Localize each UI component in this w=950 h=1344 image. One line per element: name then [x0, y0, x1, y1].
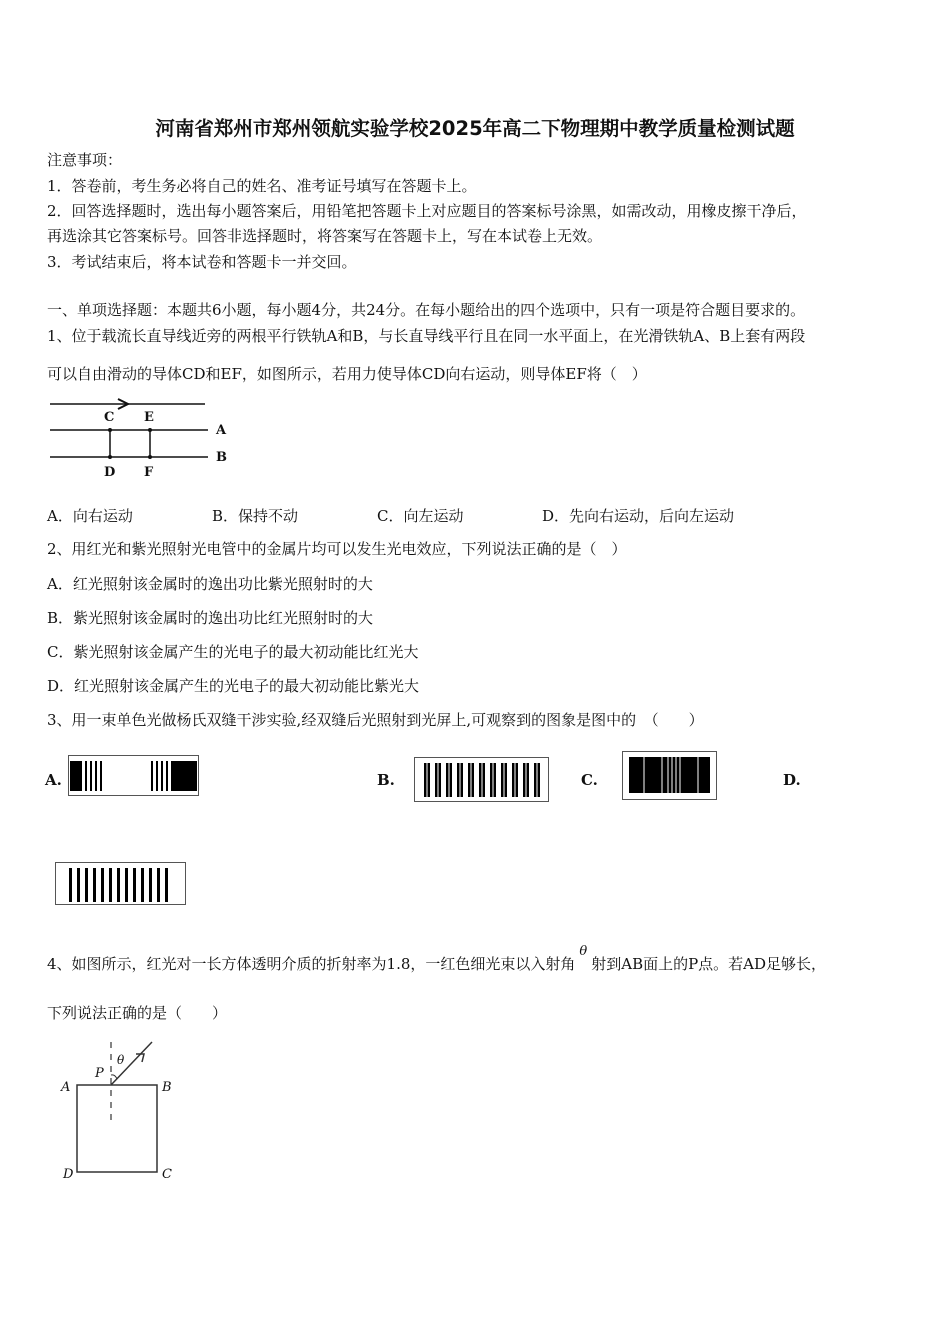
fringe-pattern-c: [622, 751, 718, 801]
q4-stem-a: 4、如图所示，红光对一长方体透明介质的折射率为1.8，一红色细光束以入射角: [47, 955, 576, 973]
q1-option-d[interactable]: D．先向右运动，后向左运动: [542, 507, 735, 525]
q1-option-b[interactable]: B．保持不动: [212, 507, 299, 525]
label-d: D: [63, 1167, 74, 1182]
q1-stem-cont: 可以自由滑动的导体CD和EF，如图所示，若用力使导体CD向右运动，则导体EF将（ ）: [47, 365, 647, 383]
label-f: F: [144, 465, 154, 480]
page-title: 河南省郑州市郑州领航实验学校2025年高二下物理期中教学质量检测试题: [155, 117, 795, 140]
section-heading: 一、单项选择题：本题共6小题，每小题4分，共24分。在每小题给出的四个选项中，只有一项是符合题目要求的。: [47, 301, 806, 319]
fringe-pattern-b: [414, 757, 550, 803]
q3-label-b[interactable]: B.: [377, 771, 395, 789]
label-theta: θ: [117, 1053, 125, 1067]
q4-stem-b: 射到AB面上的P点。若AD足够长，: [591, 955, 827, 973]
label-p: P: [95, 1066, 104, 1081]
q2-option-b[interactable]: B．紫光照射该金属时的逸出功比红光照射时的大: [47, 609, 374, 627]
label-c: C: [162, 1167, 172, 1182]
q1-stem: 1、位于载流长直导线近旁的两根平行铁轨A和B，与长直导线平行且在同一水平面上，在光滑铁轨A、B上套有两段: [47, 327, 806, 345]
label-c: C: [104, 410, 115, 425]
q2-option-a[interactable]: A．红光照射该金属时的逸出功比紫光照射时的大: [47, 575, 373, 593]
label-d: D: [104, 465, 116, 480]
label-b: B: [162, 1080, 172, 1095]
q2-option-d[interactable]: D．红光照射该金属产生的光电子的最大初动能比紫光大: [47, 677, 420, 695]
q2-stem: 2、用红光和紫光照射光电管中的金属片均可以发生光电效应，下列说法正确的是（ ）: [47, 540, 627, 558]
q1-option-a[interactable]: A．向右运动: [47, 507, 133, 525]
notes-heading: 注意事项：: [47, 151, 123, 169]
note-item: 1．答卷前，考生务必将自己的姓名、准考证号填写在答题卡上。: [47, 177, 477, 195]
q1-option-c[interactable]: C．向左运动: [377, 507, 464, 525]
fringe-pattern-d: [55, 862, 187, 906]
note-item: 再选涂其它答案标号。回答非选择题时，将答案写在答题卡上，写在本试卷上无效。: [47, 227, 603, 245]
q3-stem: 3、用一束单色光做杨氏双缝干涉实验,经双缝后光照射到光屏上,可观察到的图象是图中的 （ ）: [47, 711, 704, 729]
q3-label-d[interactable]: D.: [783, 771, 801, 789]
label-a: A: [216, 423, 227, 438]
label-b: B: [216, 450, 227, 465]
note-item: 2．回答选择题时，选出每小题答案后，用铅笔把答题卡上对应题目的答案标号涂黑，如需改动，用橡皮擦干净后，: [47, 202, 807, 220]
q2-option-c[interactable]: C．紫光照射该金属产生的光电子的最大初动能比红光大: [47, 643, 419, 661]
q4-stem: [47, 944, 827, 976]
note-item: 3．考试结束后，将本试卷和答题卡一并交回。: [47, 253, 357, 271]
q3-label-c[interactable]: C.: [581, 771, 598, 789]
theta-symbol: θ: [579, 944, 588, 959]
q1-rails-figure: [40, 390, 240, 490]
q4-stem-cont: 下列说法正确的是（ ）: [47, 1004, 228, 1022]
label-e: E: [144, 410, 154, 425]
fringe-pattern-a: [68, 755, 200, 797]
q3-label-a[interactable]: A.: [45, 771, 62, 789]
label-a: A: [61, 1080, 71, 1095]
